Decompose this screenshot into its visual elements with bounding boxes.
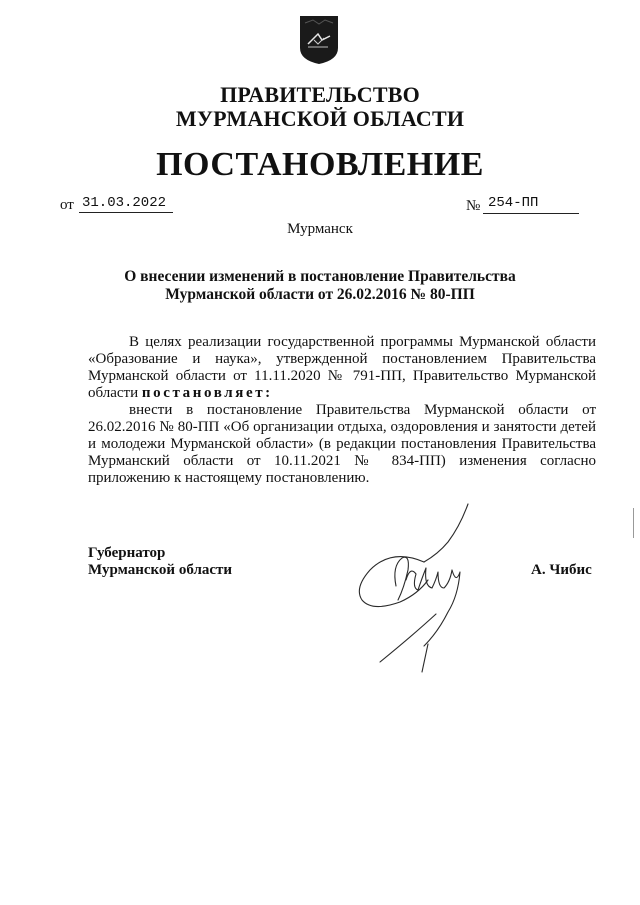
date-label: от xyxy=(60,197,74,213)
org-name-line2: МУРМАНСКОЙ ОБЛАСТИ xyxy=(175,106,465,131)
signatory-position-line2: Мурманской области xyxy=(88,562,233,578)
coat-of-arms-icon xyxy=(298,14,340,66)
org-name-line1: ПРАВИТЕЛЬСТВО xyxy=(220,82,420,107)
signatory-position-line1: Губернатор xyxy=(88,545,166,561)
city: Мурманск xyxy=(287,221,353,237)
number-label: № xyxy=(466,198,481,214)
document-date: 31.03.2022 xyxy=(82,195,167,211)
resolution-keyword: постановляет: xyxy=(141,385,273,401)
handwritten-signature xyxy=(352,496,492,676)
resolution-text: внести в постановление Правительства Мурманской области от 26.02.2016 № 80-ПП «Об организации отдыха, оздоровления и занятости детей и молодежи Мурманской области» (в редакции постановления Правительства Мурманский области от 10.11.2021 № 834-ПП) изменения согласно приложению к настоящему постановлению. xyxy=(88,402,596,486)
document-number: 254-ПП xyxy=(488,195,539,211)
subject-line1: О внесении изменений в постановление Правительства xyxy=(124,268,516,285)
paragraph-preamble xyxy=(88,334,596,402)
date-underline xyxy=(79,212,173,213)
number-underline xyxy=(483,213,579,214)
document-type: ПОСТАНОВЛЕНИЕ xyxy=(156,146,484,183)
paragraph-resolution xyxy=(88,402,596,487)
document-body xyxy=(88,334,596,487)
preamble-text: В целях реализации государственной программы Мурманской области «Образование и наука», утвержденной постановлением Правительства Мурманской области от 11.11.2020 № 791-ПП, Правительство Мурманской области xyxy=(88,334,596,401)
subject-line2: Мурманской области от 26.02.2016 № 80-ПП xyxy=(165,286,475,303)
signatory-name: А. Чибис xyxy=(531,562,592,578)
scan-edge-mark xyxy=(633,508,634,538)
